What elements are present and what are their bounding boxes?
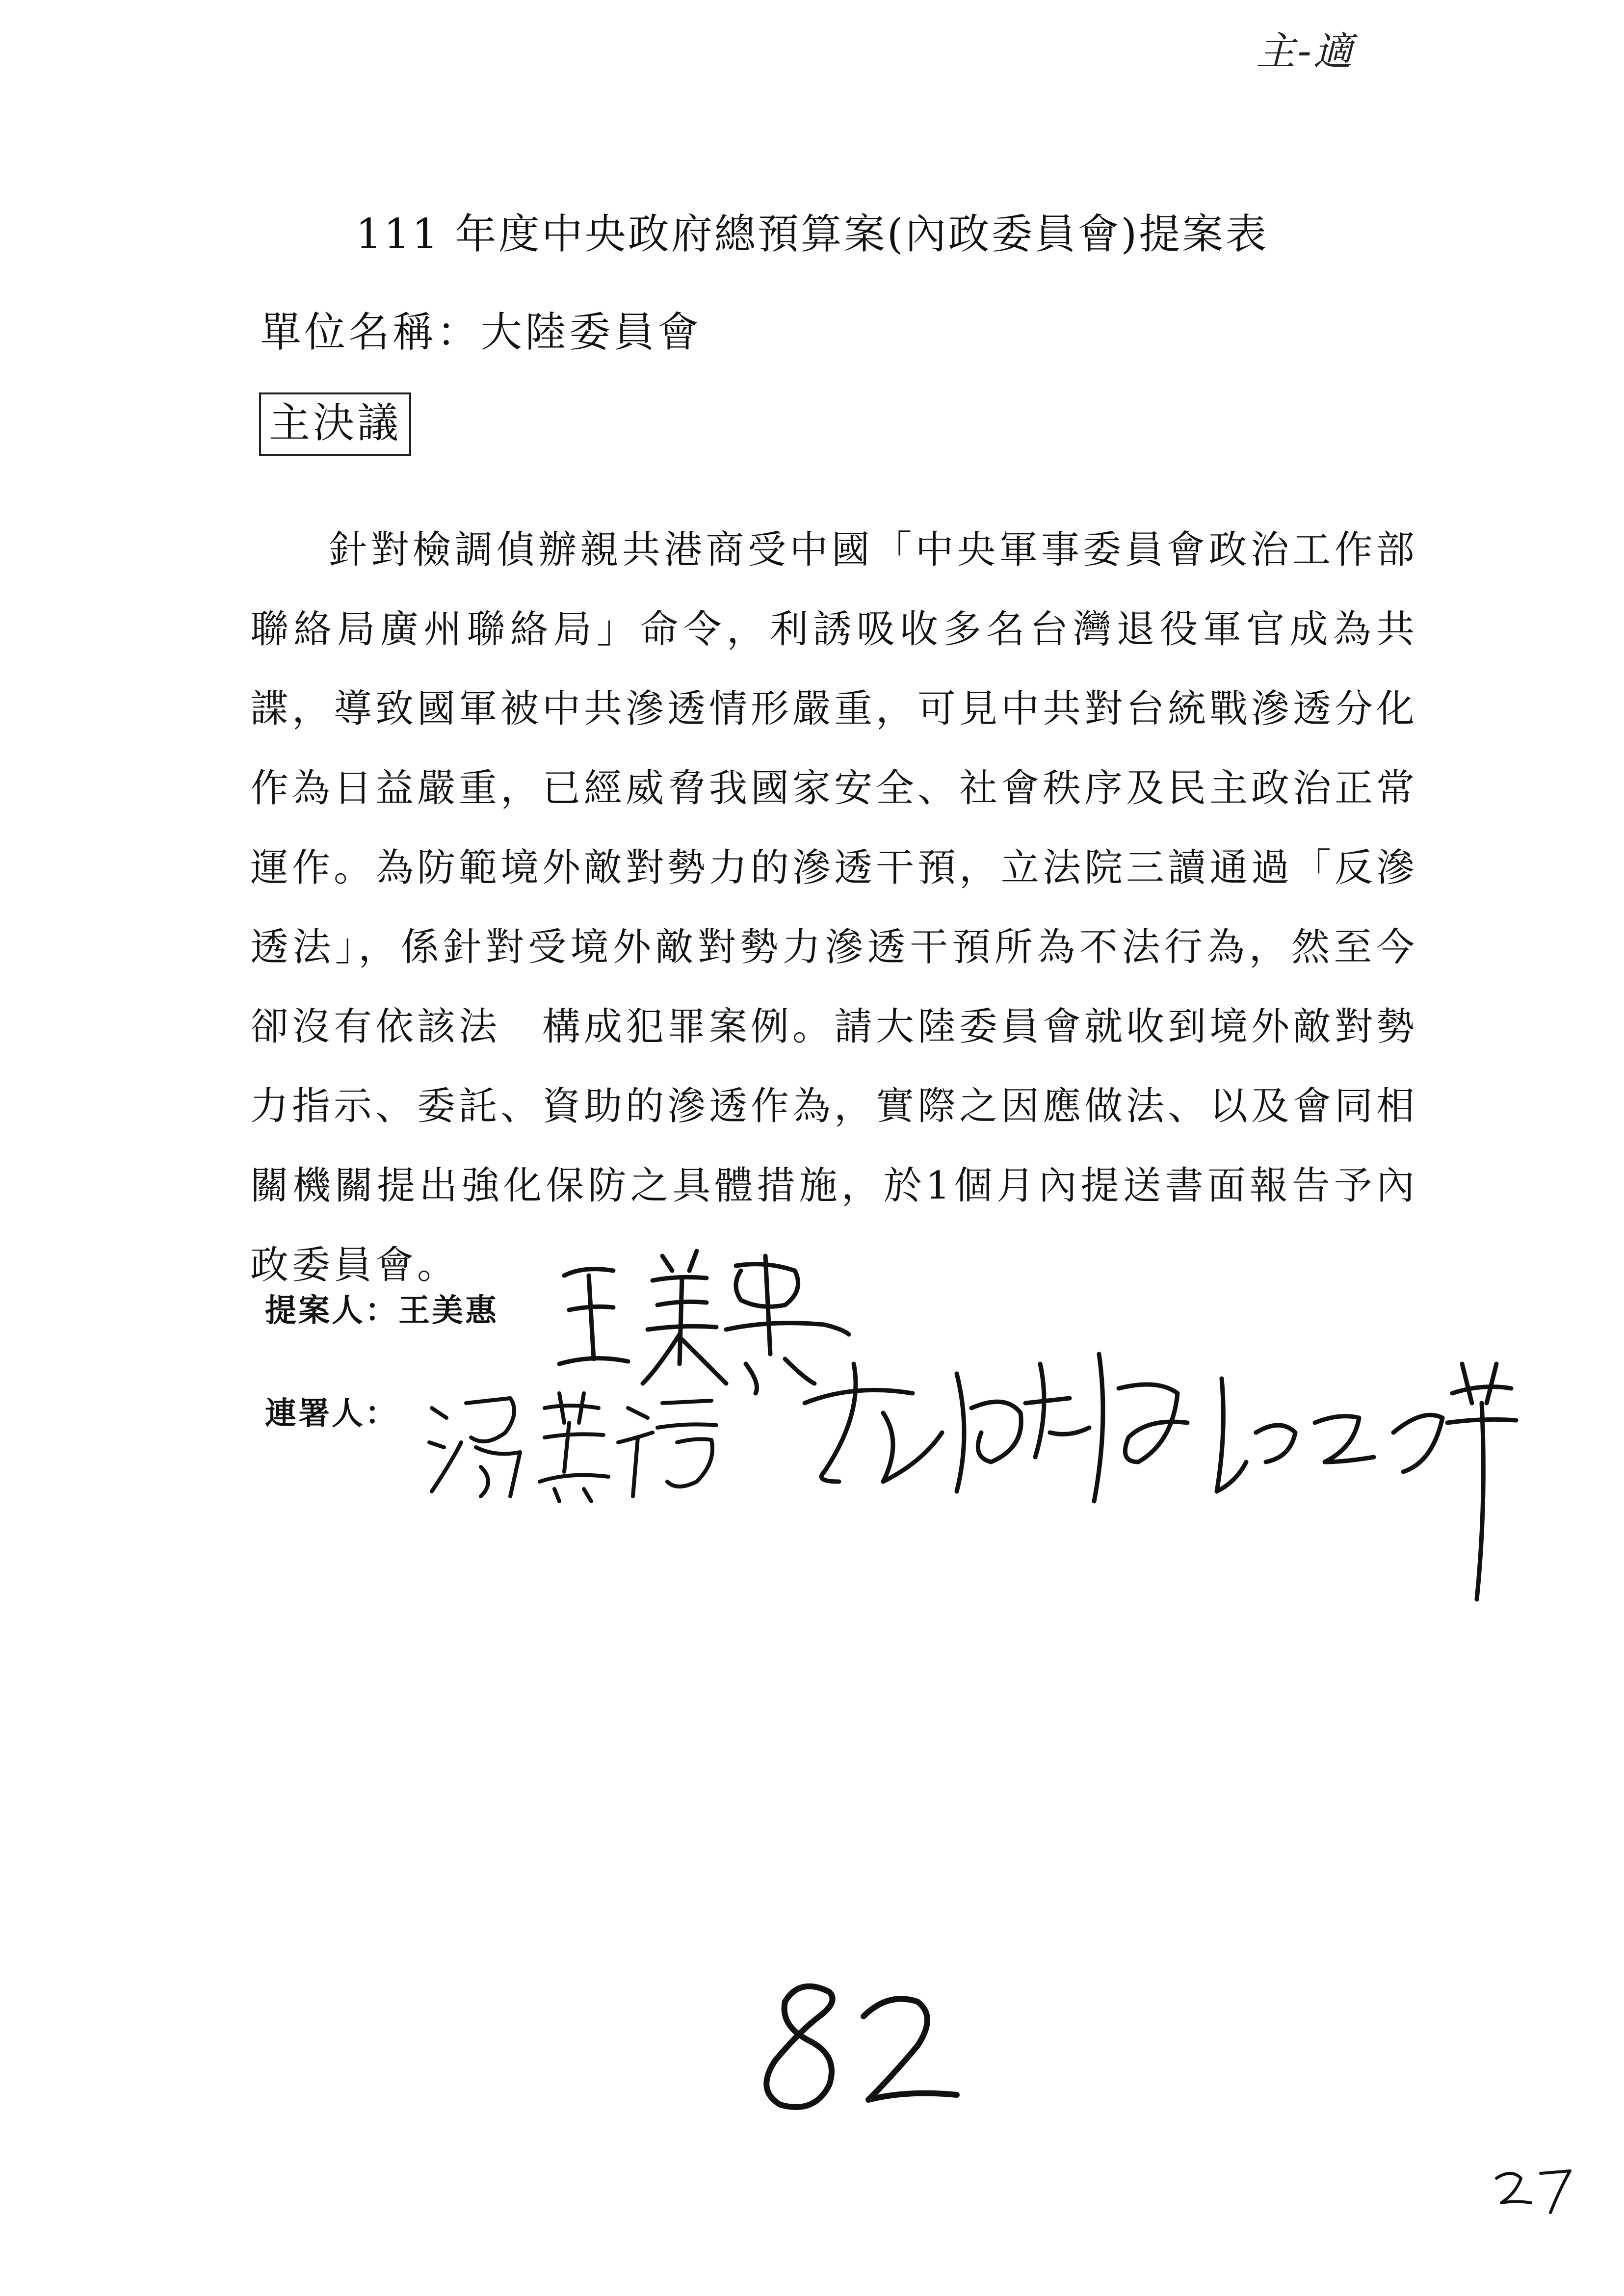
proposer-label: 提案人：王美惠 (265, 1293, 498, 1329)
handwritten-corner-note: 主-適 (1256, 28, 1355, 74)
cosigner-label: 連署人： (265, 1396, 398, 1432)
document-title: 111 年度中央政府總預算案(內政委員會)提案表 (355, 210, 1269, 258)
unit-name: 單位名稱：大陸委員會 (260, 308, 702, 356)
handwritten-corner-mark (1487, 2159, 1585, 2218)
resolution-type-box: 主決議 (259, 392, 411, 456)
cosigner-signature (422, 1383, 726, 1511)
page-number-text: 82 (746, 1972, 747, 1973)
cosigner-signature-2 (795, 1334, 1531, 1609)
proposal-body: 針對檢調偵辦親共港商受中國「中央軍事委員會政治工作部聯絡局廣州聯絡局」命令，利誘吸收多名台灣退役軍官成為共諜，導致國軍被中共滲透情形嚴重，可見中共對台統戰滲透分化作為日益嚴重，已經威脅我國家安全、社會秩序及民主政治正常運作。為防範境外敵對勢力的滲透干預，立法院三讀通過「反滲透法」，係針對受境外敵對勢力滲透干預所為不法行為，然至今卻沒有依該法 構成犯罪案例。請大陸委員會就收到境外敵對勢力指示、委託、資助的滲透作為，實際之因應做法、以及會同相關機關提出強化保防之具體措施，於1個月內提送書面報告予內政委員會。 (250, 528, 1418, 1287)
handwritten-page-number (746, 1972, 971, 2119)
